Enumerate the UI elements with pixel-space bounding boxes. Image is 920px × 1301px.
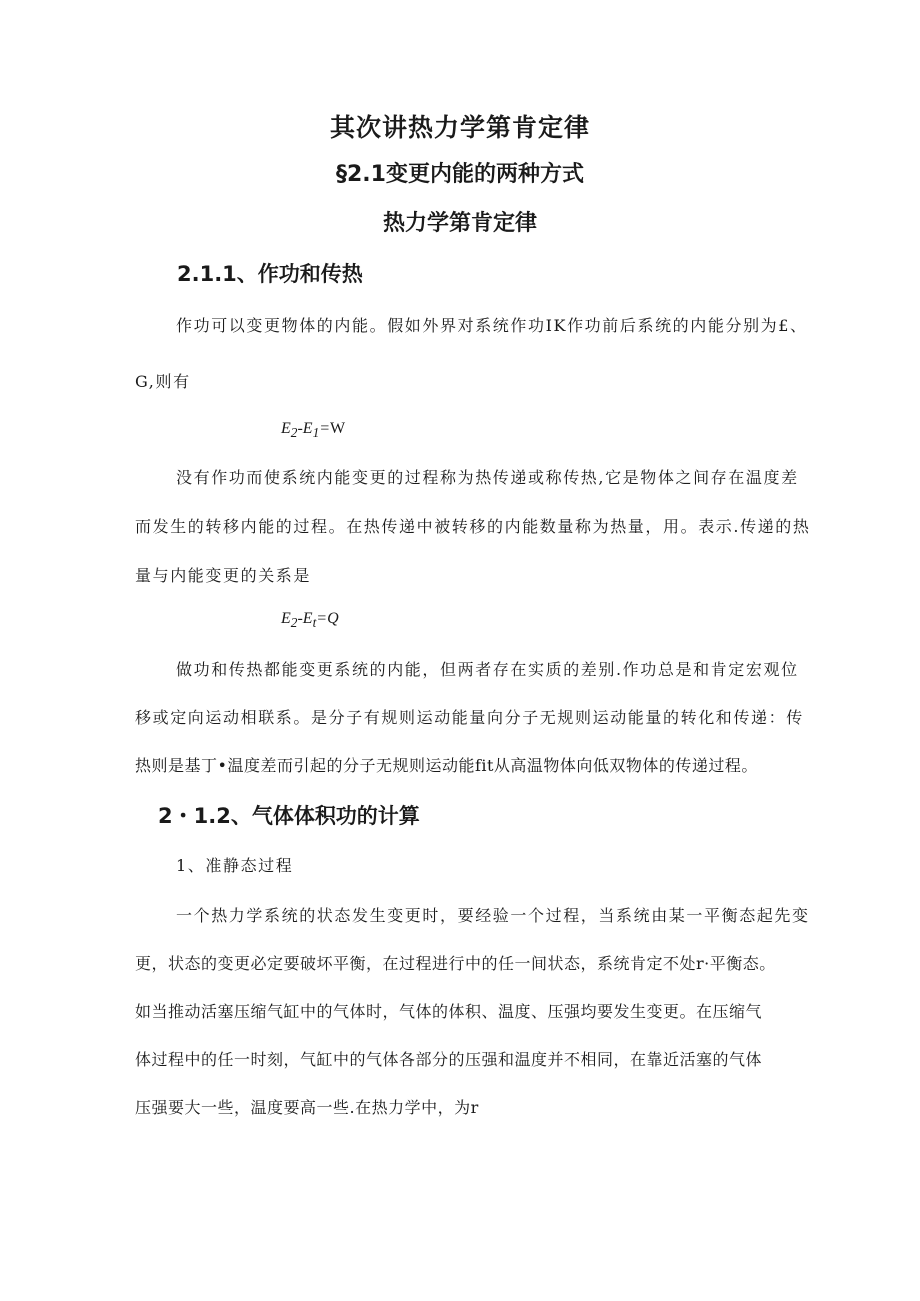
formula-rhs: W	[330, 420, 346, 437]
paragraph-line: 更，状态的变更必定要破坏平衡，在过程进行中的任一间状态，系统肯定不处r·平衡态。	[135, 954, 776, 973]
paragraph-line: G,则有	[135, 372, 191, 391]
paragraph-line: 移或定向运动相联系。是分子有规则运动能量向分子无规则运动能量的转化和传递：传	[135, 708, 804, 727]
paragraph-line: 热则是基丁•温度差而引起的分子无规则运动能fit从高温物体向低双物体的传递过程。	[135, 756, 758, 775]
formula-subscript: 1	[312, 425, 320, 441]
paragraph-line: 做功和传热都能变更系统的内能，但两者存在实质的差别.作功总是和肯定宏观位	[176, 660, 799, 679]
formula-work: $E_2-E_1=W$	[281, 420, 346, 441]
paragraph-line: 量与内能变更的关系是	[135, 566, 312, 585]
paragraph-line: 如当推动活塞压缩气缸中的气体时，气体的体积、温度、压强均要发生变更。在压缩气	[135, 1002, 763, 1021]
formula-subscript: t	[312, 615, 317, 631]
subheading-quasi-static: 1、准静态过程	[176, 856, 294, 875]
paragraph-line: 体过程中的任一时刻，气缸中的气体各部分的压强和温度并不相同，在靠近活塞的气体	[135, 1050, 763, 1069]
paragraph-line: 而发生的转移内能的过程。在热传递中被转移的内能数量称为热量，用。表示.传递的热	[135, 517, 811, 536]
paragraph-line: 作功可以变更物体的内能。假如外界对系统作功IK作功前后系统的内能分别为£、	[176, 316, 808, 335]
formula-subscript: 2	[290, 615, 298, 631]
section-subtitle: 热力学第肯定律	[382, 211, 537, 236]
document-title: 其次讲热力学第肯定律	[329, 113, 590, 142]
section-title: §2.1变更内能的两种方式	[336, 162, 584, 187]
heading-2-1-1: 2.1.1、作功和传热	[177, 262, 363, 286]
formula-heat: $E_2-E_t=Q$	[281, 610, 339, 631]
formula-subscript: 2	[290, 425, 298, 441]
paragraph-line: 没有作功而使系统内能变更的过程称为热传递或称传热,它是物体之间存在温度差	[176, 468, 799, 487]
paragraph-line: 压强要大一些，温度要高一些.在热力学中，为r	[135, 1098, 479, 1117]
paragraph-line: 一个热力学系统的状态发生变更时，要经验一个过程，当系统由某一平衡态起先变	[176, 906, 810, 925]
heading-2-1-2: 2・1.2、气体体积功的计算	[158, 804, 420, 828]
